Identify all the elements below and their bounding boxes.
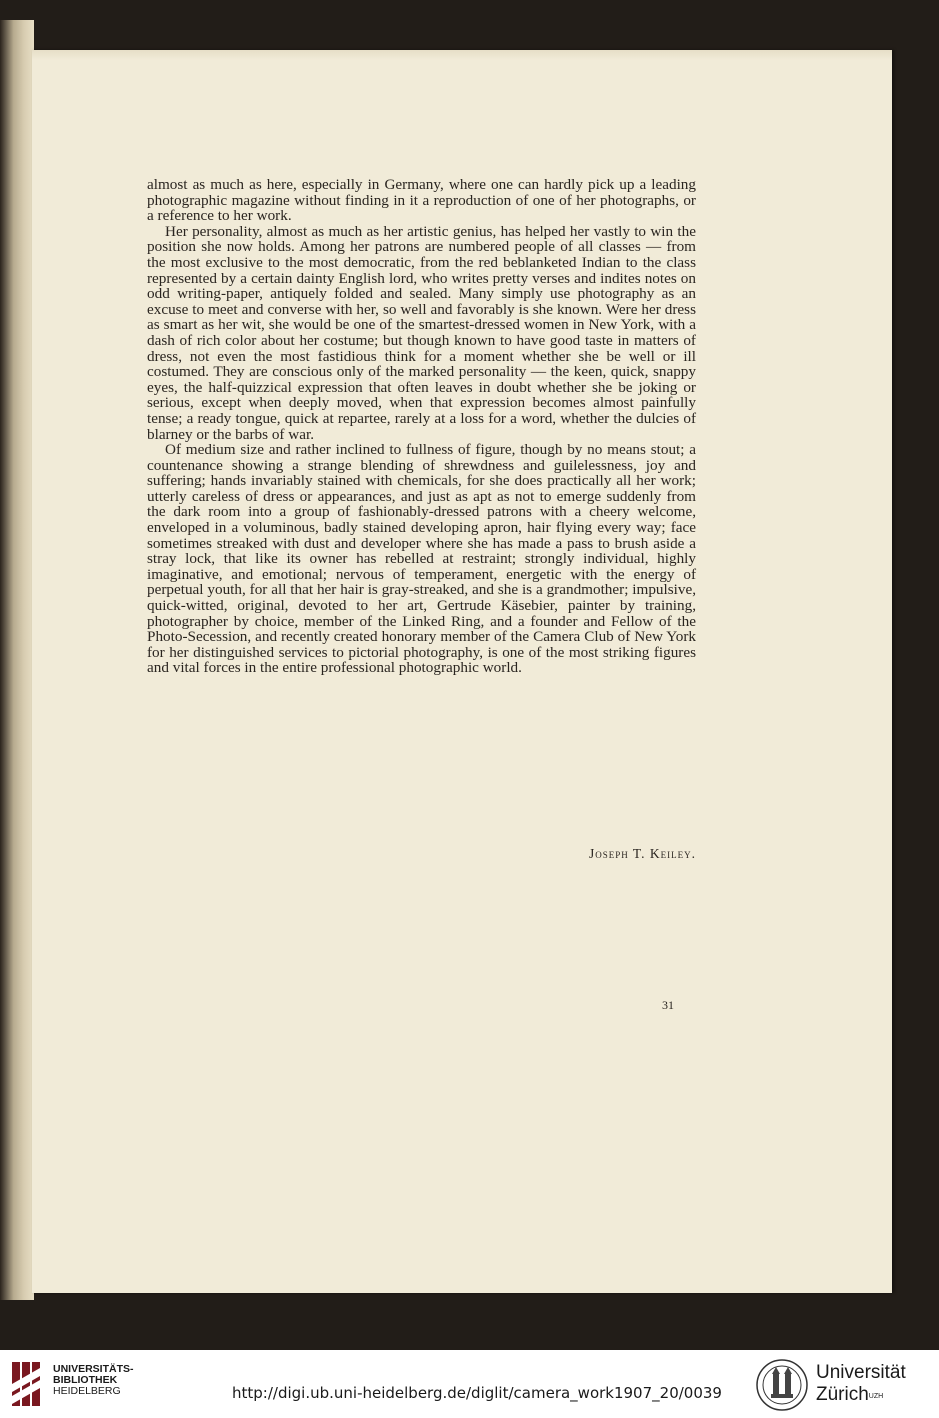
paragraph-1: almost as much as here, especially in Germany, where one can hardly pick up a leading photographic magazine without finding in it a reproduction of one of her photographs, or a reference to her work. xyxy=(147,176,696,225)
permalink-url[interactable]: http://digi.ub.uni-heidelberg.de/diglit/camera_work1907_20/0039 xyxy=(232,1384,722,1402)
heidelberg-library-logo-icon xyxy=(10,1360,46,1408)
page-edge xyxy=(32,50,892,60)
paragraph-2: Her personality, almost as much as her artistic genius, has helped her vastly to win the position she now holds. Among her patrons are numbered people of all classes — from the most exclusive to the most democratic, from the red beblanketed Indian to the class represented by a certain dainty English lord, who writes pretty verses and indites notes on odd writing-paper, antiquely folded and sealed. Many simply use photography as an excuse to meet and converse with her, so well and favorably is she known. Were her dress as smart as her wit, she would be one of the smartest-dressed women in New York, with a dash of rich color about her costume; but though known to have good taste in matters of dress, not even the most fastidious think for a moment whether she be well or ill costumed. They are conscious only of the marked personality — the keen, quick, snappy eyes, the half-quizzical expression that often leaves in doubt whether she be joking or serious, except when deeply moved, when that expression becomes almost painfully tense; a ready tongue, quick at repartee, rarely at a loss for a word, whether the dulcies of blarney or the barbs of war. xyxy=(147,222,696,443)
uzh-city: Zürich xyxy=(816,1384,869,1405)
body-text xyxy=(147,177,696,676)
library-name-line1: UNIVERSITÄTS- xyxy=(53,1363,134,1375)
library-name-line3: HEIDELBERG xyxy=(53,1385,121,1397)
viewer-footer xyxy=(0,1350,939,1418)
uzh-name-line2 xyxy=(816,1384,906,1406)
uzh-seal-icon xyxy=(755,1358,809,1412)
library-name xyxy=(53,1364,134,1397)
page-number: 31 xyxy=(662,998,674,1012)
book-spine xyxy=(0,20,34,1300)
uzh-name-line1: Universität xyxy=(816,1362,906,1383)
uzh-abbrev: UZH xyxy=(868,1393,884,1400)
uzh-name xyxy=(816,1362,906,1406)
author-signature: Joseph T. Keiley. xyxy=(589,846,696,861)
book-page xyxy=(32,50,892,1293)
paragraph-3: Of medium size and rather inclined to fullness of figure, though by no means stout; a countenance showing a strange blending of shrewdness and guilelessness, joy and suffering; hands invariably stained with chemicals, for she does practically all her work; utterly careless of dress or appearances, and just as apt as not to emerge suddenly from the dark room into a group of fashionably-dressed patrons with a cheery welcome, enveloped in a voluminous, badly stained developing apron, hair flying every way; face sometimes streaked with dust and developer where she has made a pass to brush aside a stray lock, that like its owner has rebelled at restraint; strongly individual, highly imaginative, and emotional; nervous of temperament, energetic with the energy of perpetual youth, for all that her hair is gray-streaked, and she is a grandmother; impulsive, quick-witted, original, devoted to her art, Gertrude Käsebier, painter by training, photographer by choice, member of the Linked Ring, and a founder and Fellow of the Photo-Secession, and recently created honorary member of the Camera Club of New York for her distinguished services to pictorial photography, is one of the most striking figures and vital forces in the entire professional photographic world. xyxy=(147,441,696,677)
library-name-line2: BIBLIOTHEK xyxy=(53,1374,118,1386)
